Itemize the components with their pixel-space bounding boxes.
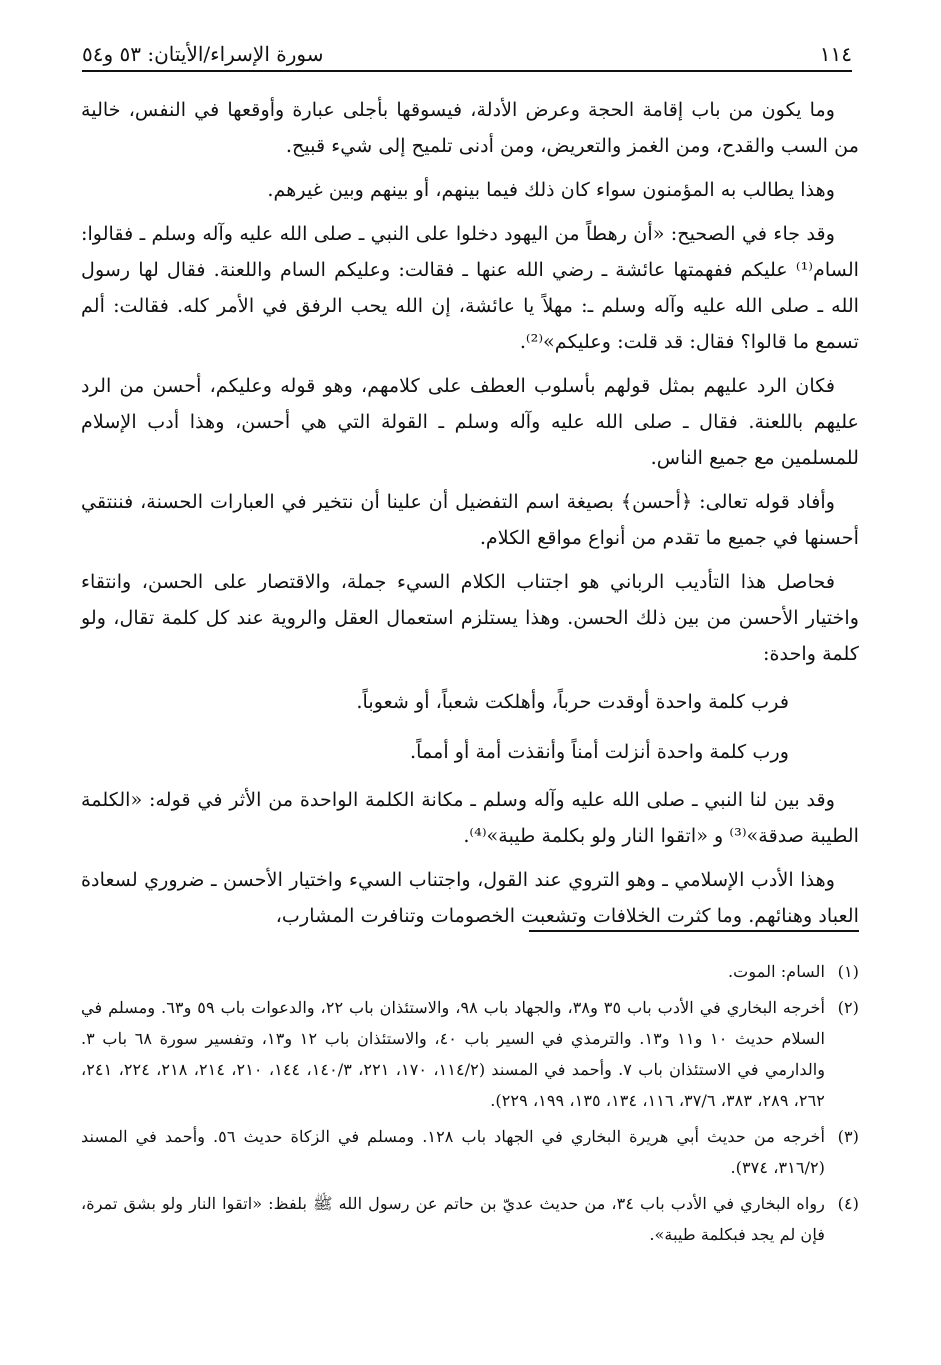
paragraph-5: وأفاد قوله تعالى: ﴿أحسن﴾ بصيغة اسم التفضيل أن علينا أن نتخير في العبارات الحسنة، فننتقي أحسنها في جميع ما تقدم من أنواع مواقع الكلام.	[81, 490, 859, 549]
paragraph-7: وقد بين لنا النبي ـ صلى الله عليه وآله وسلم ـ مكانة الكلمة الواحدة من الأثر في قوله: «الكلمة الطيبة صدقة»⁽³⁾ و «اتقوا النار ولو بكلمة طيبة»⁽⁴⁾.	[81, 788, 859, 847]
footnote-number: (٤)	[837, 1194, 859, 1213]
footnote-separator	[529, 930, 859, 932]
footnote-text: أخرجه البخاري في الأدب باب ٣٥ و٣٨، والجهاد باب ٩٨، والاستئذان باب ٢٢، والدعوات باب ٥٩ و٦٣. ومسلم في السلام حديث ١٠ و١١ و١٣. والترمذي في السير باب ٤٠، والاستئذان باب ١٢ و١٣، وتفسير سورة ٦٨ باب ٣. والدارمي في الاستئذان باب ٧. وأحمد في المسند (١١٤/٢، ١٧٠، ٢٢١، ١٤٠/٣، ١٤٤، ٢١٠، ٢١٤، ٢١٨، ٢٢٤، ٢٤١، ٢٦٢، ٢٨٩، ٣٨٣، ٣٧/٦، ١١٦، ١٣٤، ١٣٥، ١٩٩، ٢٢٩).	[81, 998, 826, 1110]
footnotes	[81, 956, 859, 1255]
footnote-text: رواه البخاري في الأدب باب ٣٤، من حديث عديّ بن حاتم عن رسول الله ﷺ بلفظ: «اتقوا النار ولو بشق تمرة، فإن لم يجد فبكلمة طيبة».	[81, 1194, 825, 1244]
verse-line-2: ورب كلمة واحدة أنزلت أمناً وأنقذت أمة أو أمماً.	[410, 740, 789, 763]
page-header	[82, 28, 852, 72]
paragraph-1: وما يكون من باب إقامة الحجة وعرض الأدلة، فيسوقها بأجلى عبارة وأوقعها في النفس، خالية من السب والقدح، ومن الغمز والتعريض، ومن أدنى تلميح إلى شيء قبيح.	[81, 98, 859, 157]
footnote-text: أخرجه من حديث أبي هريرة البخاري في الجهاد باب ١٢٨. ومسلم في الزكاة حديث ٥٦. وأحمد في المسند (٣١٦/٢، ٣٧٤).	[81, 1127, 825, 1177]
main-text	[81, 92, 859, 942]
paragraph-2: وهذا يطالب به المؤمنون سواء كان ذلك فيما بينهم، أو بينهم وبين غيرهم.	[267, 178, 835, 201]
paragraph-8: وهذا الأدب الإسلامي ـ وهو التروي عند القول، واجتناب السيء واختيار الأحسن ـ ضروري لسعادة العباد وهنائهم. وما كثرت الخلافات وتشعبت الخصومات وتنافرت المشارب،	[81, 868, 859, 927]
paragraph-4: فكان الرد عليهم بمثل قولهم بأسلوب العطف على كلامهم، وهو قوله وعليكم، أحسن من الرد عليهم باللعنة. فقال ـ صلى الله عليه وآله وسلم ـ القولة التي هي أحسن، وهذا أدب الإسلام للمسلمين مع جميع الناس.	[81, 374, 859, 469]
surah-title: سورة الإسراء/الأيتان: ٥٣ و٥٤	[82, 42, 324, 66]
footnote-number: (٣)	[837, 1127, 859, 1146]
footnote-4	[81, 1188, 859, 1250]
footnote-2	[81, 992, 859, 1116]
page-number: ١١٤	[819, 42, 852, 66]
footnote-number: (٢)	[837, 998, 859, 1017]
paragraph-3: وقد جاء في الصحيح: «أن رهطاً من اليهود دخلوا على النبي ـ صلى الله عليه وآله وسلم ـ فقالوا: السام⁽¹⁾ عليكم ففهمتها عائشة ـ رضي الله عنها ـ فقالت: وعليكم السام واللعنة. فقال لها رسول الله ـ صلى الله عليه وآله وسلم ـ: مهلاً يا عائشة، إن الله يحب الرفق في الأمر كله. فقالت: ألم تسمع ما قالوا؟ فقال: قد قلت: وعليكم»⁽²⁾.	[81, 222, 859, 353]
footnote-number: (١)	[837, 962, 859, 981]
footnote-text: السام: الموت.	[728, 962, 825, 981]
footnote-1	[81, 956, 859, 987]
footnote-3	[81, 1121, 859, 1183]
paragraph-6: فحاصل هذا التأديب الرباني هو اجتناب الكلام السيء جملة، والاقتصار على الحسن، وانتقاء واختيار الأحسن من بين ذلك الحسن. وهذا يستلزم استعمال العقل والروية عند كل كلمة تقال، ولو كلمة واحدة:	[81, 570, 859, 665]
verse-line-1: فرب كلمة واحدة أوقدت حرباً، وأهلكت شعباً، أو شعوباً.	[356, 690, 789, 713]
